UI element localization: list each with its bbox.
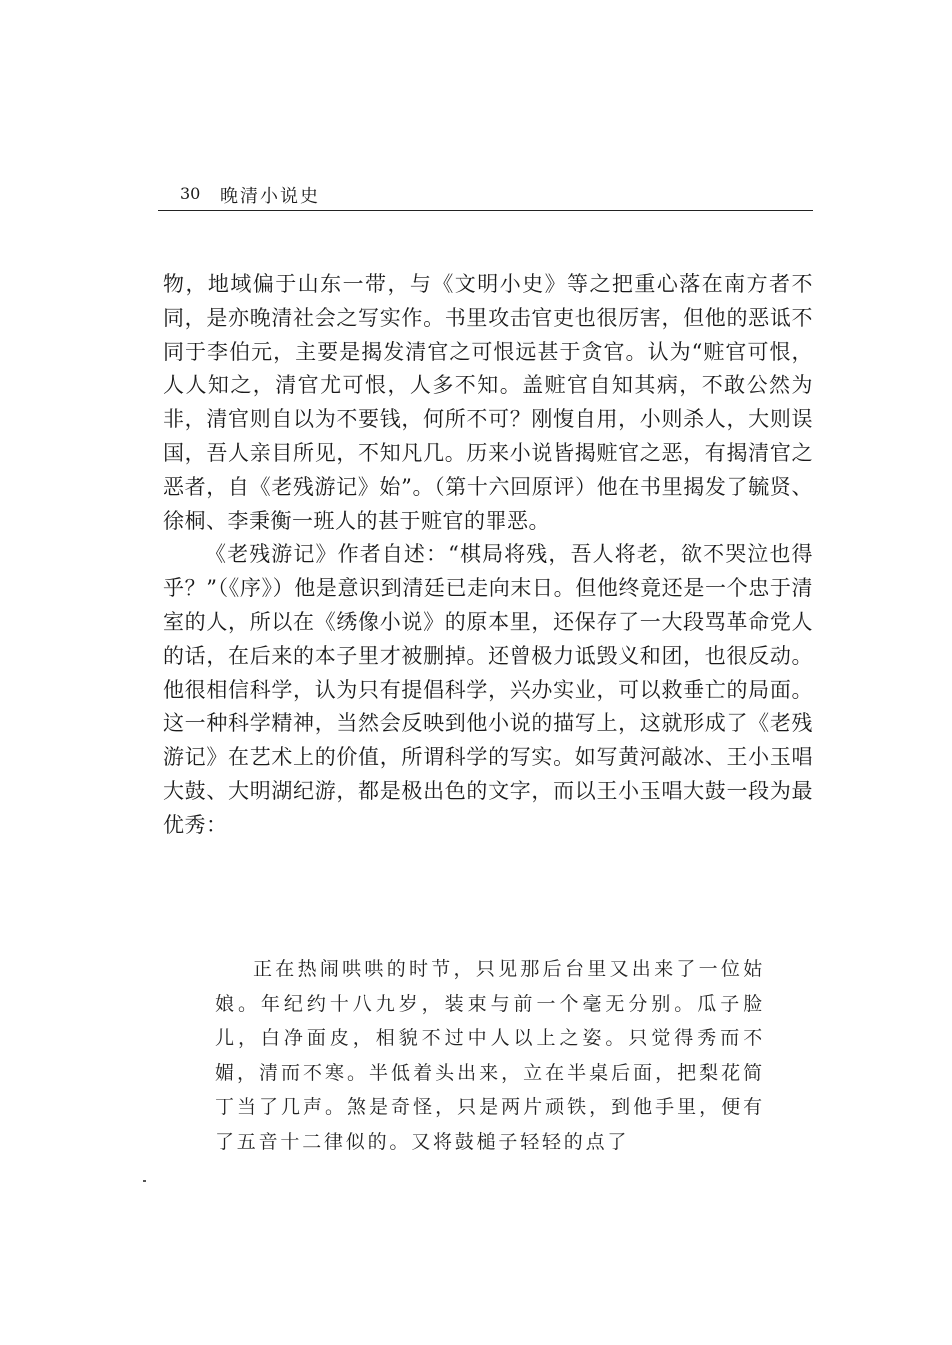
paragraph: 物，地域偏于山东一带，与《文明小史》等之把重心落在南方者不同，是亦晚清社会之写实作。书里攻击官吏也很厉害，但他的恶诋不同于李伯元，主要是揭发清官之可恨远甚于贪官。认为“赃官可恨，人人知之，清官尤可恨，人多不知。盖赃官自知其病，不敢公然为非，清官则自以为不要钱，何所不可？刚愎自用，小则杀人，大则误国，吾人亲目所见，不知凡几。历来小说皆揭赃官之恶，有揭清官之恶者，自《老残游记》始”。（第十六回原评）他在书里揭发了毓贤、徐桐、李秉衡一班人的甚于赃官的罪恶。: [163, 272, 813, 533]
running-title: 晚清小说史: [220, 186, 320, 207]
scan-speck: [143, 1180, 146, 1182]
body-text: [163, 268, 813, 843]
paragraph: 《老残游记》作者自述：“棋局将残，吾人将老，欲不哭泣也得乎？”（《序》）他是意识到清廷已走向末日。但他终竟还是一个忠于清室的人，所以在《绣像小说》的原本里，还保存了一大段骂革命党人的话，在后来的本子里才被删掉。还曾极力诋毁义和团，也很反动。他很相信科学，认为只有提倡科学，兴办实业，可以救垂亡的局面。这一种科学精神，当然会反映到他小说的描写上，这就形成了《老残游记》在艺术上的价值，所谓科学的写实。如写黄河敲冰、王小玉唱大鼓、大明湖纪游，都是极出色的文字，而以王小玉唱大鼓一段为最优秀：: [163, 542, 813, 837]
page-header: [158, 180, 813, 211]
block-quote: 正在热闹哄哄的时节，只见那后台里又出来了一位姑娘。年纪约十八九岁，装束与前一个毫无分别。瓜子脸儿，白净面皮，相貌不过中人以上之姿。只觉得秀而不媚，清而不寒。半低着头出来，立在半桌后面，把梨花简丁当了几声。煞是奇怪，只是两片顽铁，到他手里，便有了五音十二律似的。又将鼓槌子轻轻的点了: [215, 958, 765, 1153]
page-number: 30: [180, 184, 201, 203]
